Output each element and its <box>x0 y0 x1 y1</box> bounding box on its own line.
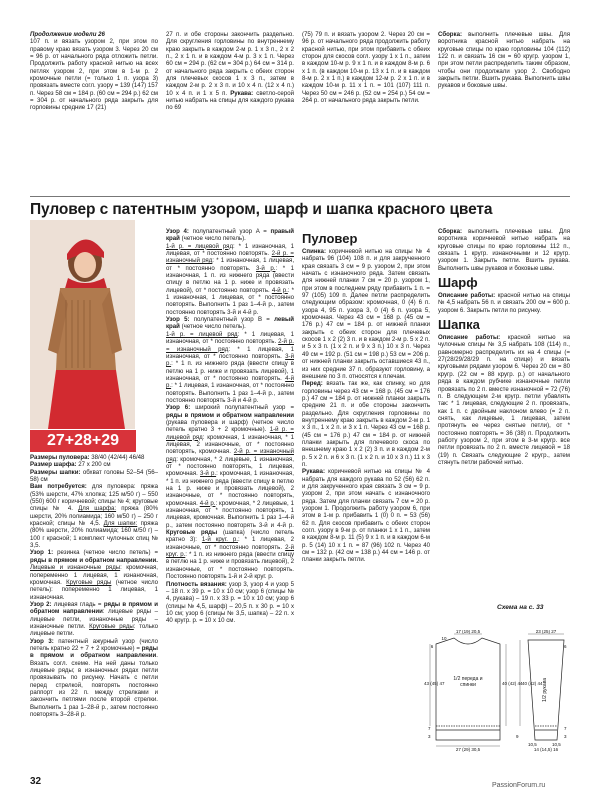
pattern-5-label: Узор 5: <box>166 316 190 324</box>
p5-row3-text: : * 1 п. из нижнего ряда (ввести спицу в петлю на 1 р. ниже и провязать лицевой), 1 изнаночная, от * постоянно повторять. <box>166 360 294 382</box>
page-number: 32 <box>30 776 42 787</box>
p5-row4: 4-й р. <box>166 374 294 390</box>
dim-bot-b: 10,5 <box>528 742 537 747</box>
pattern-2-label: Узор 2: <box>30 600 52 608</box>
hat-heading: Шапка <box>438 317 480 333</box>
top-col2-text: 27 п. и обе стороны закончить раздельно. Для скругления горловины по внутреннему краю закрыть в каждом 2-м р. 1 x 3 п., 2 x 2 п., 2 x 1 п. и в каждом 4-м р. 3 x 1 п. Через 60 см = 294 р. (62 см = 304 р.) 64 см = 314 р. от начального ряда закрыть с обеих сторон для плечевых скосов 1 x 3 п., затем в каждом 2-м р. 2 x 3 п. и 10 x 4 п. (12 x 4 п.) 10 x 4 п. и 1 x 5 п. <box>166 31 294 97</box>
dim-bot-c: 10,5 <box>552 742 561 747</box>
p5-row4-text: : * 1 лицевая, 1 изнаночная, от * постоянно повторять. Выполнить 1 раз 1–4-й р., затем постоянно повторять 3-й и 4-й р. <box>166 382 294 404</box>
pattern-6-label: Узор 6: <box>166 404 191 412</box>
dim-sleeve-height: 40 (42) 44 <box>522 681 543 686</box>
scarf-work-text: красной нитью на спицы № 4,5 набрать 56 п. и связать 200 см = 600 р. узором 6. Закрыть петли по рисунку. <box>438 292 570 314</box>
pattern-schematic <box>424 630 570 752</box>
p6-round2: 2-й круг. р. <box>166 543 294 559</box>
pattern-1-d: : кромочная, попеременно 1 лицевая, 1 изнаночная, кромочная. <box>30 564 158 586</box>
pattern-1-c: Лицевые и изнаночные ряды <box>30 564 121 572</box>
p6-row1-text: : кромочная, 1 изнаночная, * 1 лицевая, 2 изнаночные, от * постоянно повторять, кромочная. <box>166 433 294 456</box>
col-2 <box>166 228 294 776</box>
site-watermark: PassionForum.ru <box>492 782 546 789</box>
col-1 <box>30 454 158 774</box>
p4-row2: 2-й р. = изнаночный ряд <box>166 250 294 265</box>
pattern-4-c: (четное число петель). <box>179 235 246 243</box>
materials-hat: пряжа (80% шерсти, 20% полиамида; 160 м/50 г) – 100 г красной; 1 комплект чулочных спиц № 3,5. <box>30 520 158 550</box>
pattern-6-c: (рукава пуловера и шарф) (четное число петель кратно 3 + 2 кромочные). <box>166 418 294 434</box>
dim-right-a: 7 <box>564 726 567 731</box>
pattern-3-a: патентный ажурный узор (число петель кратно 22 + 7 + 2 кромочные) = <box>30 637 158 652</box>
materials-sweater: для пуловера: пряжа (53% шерсти, 47% хлопка; 125 м/50 г) – 550 (550) 600 г коричневой; спицы № 4; круговые спицы № 4. <box>30 483 158 513</box>
pattern-2-c: : лицевые ряды – лицевые петли, изнаночные ряды – изнаночные петли. <box>30 608 158 630</box>
back-text: коричневой нитью на спицы № 4 набрать 96 (104) 108 п. и для закрученного края связать 3 см = 9 р. узором 2, при этом начать с изнаночного ряда. Затем связать для нижней планки 7 см = 20 р. узором 1, при этом в последнем ряду прибавить 1 п. = 97 (105) 109 п. Далее петли распределить следующим образом: кромочная, 0 (4) 6 п. узора 4, 95 п. узора 3, 0 (4) 6 п. узора 5, кромочная. Через 43 см = 168 р. (45 см = 176 р.) 47 см = 184 р. от нижней планки закрыть с обеих сторон для плечевых скосов 1 x 2 (2) 3 п. и в каждом 2-м р. 5 x 2 п. и 5 x 3 п. (1 x 2 п. и 9 x 3 п.) 10 x 3 п. Через 49 см = 192 р. (51 см = 198 р.) 53 см = 206 р. от нижней планки закрыть оставшиеся 43 п., из них средние 37 п. образуют горловину, а внешние по 3 п. относятся к плечам. <box>302 248 430 380</box>
model-photo <box>30 220 135 429</box>
hat-work-label: Описание работы: <box>438 334 501 342</box>
pattern-1-a: резинка (четное число петель) = <box>53 549 158 557</box>
materials-label: Вам потребуется: <box>30 483 87 491</box>
p6-row3: 3-й р. <box>200 470 217 478</box>
p5-row3: 3-й р. <box>166 352 294 368</box>
dim-left-b: 3 <box>428 734 431 739</box>
p5-row1: 1-й р. = лицевой ряд <box>166 330 238 338</box>
materials-hat-label: Для шапки: <box>103 520 138 528</box>
dim-right-c: 6 <box>564 644 567 649</box>
front-label: Перед: <box>302 380 323 388</box>
schema-reference: Схема на с. 33 <box>497 604 544 611</box>
dim-height-right: 40 (42) 44 <box>502 681 523 686</box>
section-divider <box>30 196 570 197</box>
pattern-2-b: ряды в прямом и обратном направлении <box>30 600 158 616</box>
scarf-heading: Шарф <box>438 275 478 291</box>
scarf-work-label: Описание работы: <box>438 292 496 300</box>
sweater-sizes-label: Размеры пуловера: <box>30 454 90 461</box>
p5-row1-text: : * 1 лицевая, 1 изнаночная, от * постоянно повторять. <box>166 330 294 346</box>
sleeves-label: Рукава: <box>230 89 254 97</box>
materials-scarf-label: Для шарфа: <box>78 505 117 513</box>
pattern-4-label: Узор 4: <box>166 228 189 235</box>
sleeves-text-2: коричневой нитью на спицы № 4 набрать для каждого рукава по 52 (56) 62 п. и для закрученного края связать 3 см = 9 р. узором 2, при этом начать с изнаночного ряда. Затем для планки связать 7 см = 20 р. узором 1. Продолжить работу узором 6, при этом в 1-м р. прибавить 1 (0) 0 п. = 53 (56) 62 п. Для скосов прибавить с обеих сторон согл. узору в 9-м р. от планки 1 x 1 п., затем в каждом 8-м р. 11 (5) 9 x 1 п. и в каждом 6-м р. 5 (14) 10 x 1 п. = 87 (96) 102 п. Через 40 см = 132 р. (42 см = 138 р.) 44 см = 146 р. от планки закрыть петли. <box>302 468 430 564</box>
p4-row1-text: : * 1 изнаночная, 1 лицевая, от * постоянно повторять. <box>166 242 294 258</box>
p6-round2-text: : * 1 п. из нижнего ряда (ввести спицу в петлю на 1 р. ниже и провязать лицевой), 2 изнаночные, от * постоянно повторять. Постоянно повторять 1-й и 2-й круг. р. <box>166 551 294 581</box>
top-col-3 <box>302 31 430 139</box>
front-text: вязать так же, как спинку, но для горловины через 43 см = 168 р. (45 см = 176 р.) 47 см = 184 р. от нижней планки закрыть средние 21 п. и обе стороны закончить раздельно. Для скругления горловины по внутреннему краю закрыть в каждом 2-м р. 1 x 3 п., 1 x 2 п. и 3 x 1 п. Через 43 см = 168 р. (45 см = 176 р.) 47 см = 184 р. от нижней планки закрыть для плечевого скоса по внешнему краю 1 x 2 (2) 3 п. и в каждом 2-м р. 5 x 2 п. и 6 x 3 п. (1 x 2 п. и 10 x 3 п.) 11 x 3 п. <box>302 380 430 468</box>
p6-row2-text: : кромочная, * 2 лицевые, 1 изнаночная, от * постоянно повторять, 1 лицевая, кромочная. <box>166 455 294 478</box>
sleeves-text: светло-серой нитью набрать на спицы для каждого рукава по 69 <box>166 89 294 112</box>
dim-height-left: 43 (45) 47 <box>424 681 445 686</box>
assembly-label-2: Сборка: <box>438 228 462 235</box>
sleeve-label: 1/2 рукава <box>542 677 548 703</box>
front-back-label: 1/2 переда и спинки <box>453 676 483 688</box>
p4-row4: 4-й р. <box>271 286 288 294</box>
pattern-5-a: полупатентный узор B = <box>189 316 275 324</box>
hat-sizes-label: Размеры шапки: <box>30 468 81 476</box>
dim-bottom-sleeve: 14 (14,5) 16 <box>533 747 559 752</box>
pattern-4-a: полупатентный узор A = <box>188 228 271 235</box>
dim-left-a: 7 <box>428 726 431 731</box>
p4-row3-text: : * 1 изнаночная, 1 п. из нижнего ряда (ввести спицу в петлю на 1 р. ниже и провязать лицевой), от * постоянно повторять. <box>166 264 294 294</box>
pattern-1-f: (четное число петель): попеременно 1 лицевая, 1 изнаночная. <box>30 578 158 601</box>
scarf-size-label: Размер шарфа: <box>30 461 77 469</box>
sleeves-label-2: Рукава: <box>302 468 325 476</box>
sizes-badge: 27+28+29 <box>30 430 136 452</box>
p4-row1: 1-й р. = лицевой ряд <box>166 242 234 250</box>
pattern-4-b: правый край <box>166 228 294 243</box>
back-label: Спинка: <box>302 248 326 255</box>
pattern-3-label: Узор 3: <box>30 637 54 645</box>
gauge-label: Плотность вязания: <box>166 580 227 588</box>
dim-right-b: 3 <box>564 734 567 739</box>
dim-sleeve-top: 23 (25) 27 <box>535 630 557 634</box>
pattern-6-b: ряды в прямом и обратном направлении <box>166 411 294 419</box>
assembly-label: Сборка: <box>438 31 462 38</box>
p6-row3-text: : кромочная, 1 изнаночная, * 1 п. из нижнего ряда (ввести спицу в петлю на 1 р. ниже и провязать лицевой), 2 изнаночные, от * постоянно повторять, кромочная. <box>166 470 294 507</box>
dim-bot-a: 9 <box>516 734 519 739</box>
pattern-3-c: . Вязать согл. схеме. На ней даны только лицевые ряды; в изнаночных рядах петли провязывать по рисунку. Начать с петли перед стрелкой, повторять постоянно раппорт из 22 п. между стрелками и закончить петлями после второй стрелки. Выполнить 1 раз 1–28-й р., затем постоянно повторять 3–28-й р. <box>30 652 158 719</box>
hat-work-text: красной нитью на чулочные спицы № 3,5 набрать 108 (114) п., равномерно распределить их на 4 спицы (= 27(28/29/28/29 п. на спице) и вязать круговыми рядами узором 6. Через 20 см = 80 кругр. (22 см = 88 кругр. р.) от начального ряда в каждом рубчике изнаночные петли провязать по 2 п. вместе изнаночной = 72 (76) п. В следующем 2-м кругр. петли убавлять так: * 1 лицевая, следующие 2 п. провязать, как 1 п. с двойным наклоном влево (= 2 п. снять, как лицевые, 1 лицевая, затем протянуть ее через снятые петли), от * постоянно повторять = 36 (38) п. Продолжить работу узором 2, при этом в 3-м кругр. все петли провязать по 2 п. вместе лицевой = 18 (19) п. Связать следующие 2 кругр., затем стянуть петли рабочей нитью. <box>438 334 570 466</box>
col-3 <box>302 228 430 776</box>
pattern-1-b: ряды в прямом и обратном направлении. <box>30 556 158 564</box>
top-col-4 <box>438 31 570 139</box>
p6-row1: 1-й р. = лицевой ряд <box>166 426 294 441</box>
top-col3-text: (75) 79 п. и вязать узором 2. Через 20 см = 96 р. от начального ряда продолжить работу красной нитью, при этом прибавить с обеих сторон для скосов согл. узору 1 x 1 п., затем в каждом 10-м р. 9 x 1 п. и в каждом 8-м р. 6 x 1 п. (в каждом 10-м р. 13 x 1 п. и в каждом 8-м р. 2 x 1 п.) в каждом 12-м р. 2 x 1 п. и в каждом 10-м р. 11 x 1 п. = 101 (107) 111 п. Через 50 см = 246 р. (52 см = 254 р.) 54 см = 264 р. от начального ряда закрыть петли. <box>302 31 430 105</box>
dim-neck: 17 (19) 20,5 <box>455 630 481 634</box>
p4-row3: 3-й р. <box>256 264 276 272</box>
p6-row4: 4-й р. <box>199 499 216 507</box>
col-4 <box>438 228 570 600</box>
pattern-5-c: (четное число петель). <box>179 323 246 331</box>
pattern-1-label: Узор 1: <box>30 549 54 557</box>
p4-row2-text: : * 1 изнаночная, 1 лицевая, от * постоянно повторять. <box>166 257 294 272</box>
continuation-text: 107 п. и вязать узором 2, при этом по правому краю вязать узором 3. Через 20 см = 96 р. от начального ряда отложить петли. Продолжить работу красной нитью на всех петлях узором 2, при этом в 1-м р. 2 кромочные петли (= только 1 п. узора 3) провязать вместе согл. узору = 139 (147) 157 п. Через 58 см = 184 р. (60 см = 294 р.) 62 см = 304 р. от начального ряда закрыть для горловины средние 17 (21) <box>30 38 158 112</box>
gauge-text: узор 3, узор 4 и узор 5 – 18 п. x 39 р. = 10 x 10 см; узор 6 (спицы № 4, рукава) – 19 п. x 33 р. = 10 x 10 см; узор 6 (спицы № 4,5, шарф) – 20,5 п. x 30 р. = 10 x 10 см; узор 6 (спицы № 3,5, шапка) – 22 п. x 40 кругр. р. = 10 x 10 см. <box>166 580 294 625</box>
p6-round1: 1-й круг. р. <box>201 536 238 544</box>
sweater-heading: Пуловер <box>302 231 358 246</box>
p6-row4-text: : кромочная, * 2 лицевые, 1 изнаночная, от * постоянно повторять, 1 лицевая, кромочная. Выполнить 1 раз 1–4-й р., затем постоянно повторять 3-й и 4-й р. <box>166 499 294 529</box>
sweater-sizes: 38/40 (42/44) 46/48 <box>89 454 145 461</box>
dim-top-left: 6 <box>430 644 434 649</box>
pattern-2-d: Круговые ряды <box>89 622 134 630</box>
p6-round-text: (шапка) (число петель кратно 3): <box>166 529 294 544</box>
dim-shoulder: 10 <box>441 636 447 641</box>
top-col-2 <box>166 31 294 139</box>
assembly-text-2: выполнить плечевые швы. Для воротника коричневой нитью набрать на круговые спицы по краю горловины 112 п., связать 1 кругр. изнаночными и 12 кругр. узором 1. Закрыть петли. Вшить рукава. Выполнить швы рукавов и боковые швы. <box>438 228 570 272</box>
pattern-1-e: Круговые ряды <box>66 578 112 586</box>
assembly-text: выполнить плечевые швы. Для воротника красной нитью набрать на круговые спицы по краю горловины 104 (112) 122 п. и связать 16 см = 60 кругр. узором 1, при этом петли распределить таким образом, чтобы они продолжали узор 2. Свободно закрыть петли. Вшить рукава. Выполнить швы рукавов и боковые швы. <box>438 31 570 90</box>
pattern-6-a: широкий полупатентный узор = <box>190 404 294 412</box>
pattern-3-b: ряды в прямом и обратном направлении <box>30 644 158 660</box>
model-photo-illustration <box>30 220 135 429</box>
materials-scarf: пряжа (80% шерсти, 20% полиамида; 160 м/50 г) – 250 г красной; спицы № 4,5. <box>30 505 158 528</box>
pattern-5-b: левый край <box>166 316 294 331</box>
p4-row4-text: : * 1 изнаночная, 1 лицевая, от * постоянно повторять. Выполнить 1 раз 1–4-й р., затем постоянно повторять 3-й и 4-й р. <box>166 286 294 316</box>
pattern-2-e: : только лицевые петли. <box>30 622 158 638</box>
pattern-2-a: лицевая гладь = <box>51 600 104 608</box>
p5-row2: 2-й р. = изнаночный ряд <box>166 338 294 353</box>
scarf-size: 27 x 200 см <box>76 461 111 469</box>
hat-sizes: обхват головы 52–54 (56–58) см <box>30 468 158 484</box>
top-col-1 <box>30 31 158 139</box>
p6-round-label: Круговые ряды <box>166 529 218 537</box>
article-title: Пуловер с патентным узором, шарф и шапка красного цвета <box>30 201 493 218</box>
p6-round1-text: : * 1 лицевая, 2 изнаночные, от * постоянно повторять. <box>166 536 294 551</box>
dim-bottom-front: 27 (29) 30,5 <box>455 747 481 752</box>
p5-row2-text: : * 1 лицевая, 1 изнаночная, от * постоянно повторять. <box>166 345 294 360</box>
p6-row2: 2-й р. = изнаночный ряд <box>166 448 294 463</box>
continuation-heading: Продолжение модели 26 <box>30 31 105 38</box>
